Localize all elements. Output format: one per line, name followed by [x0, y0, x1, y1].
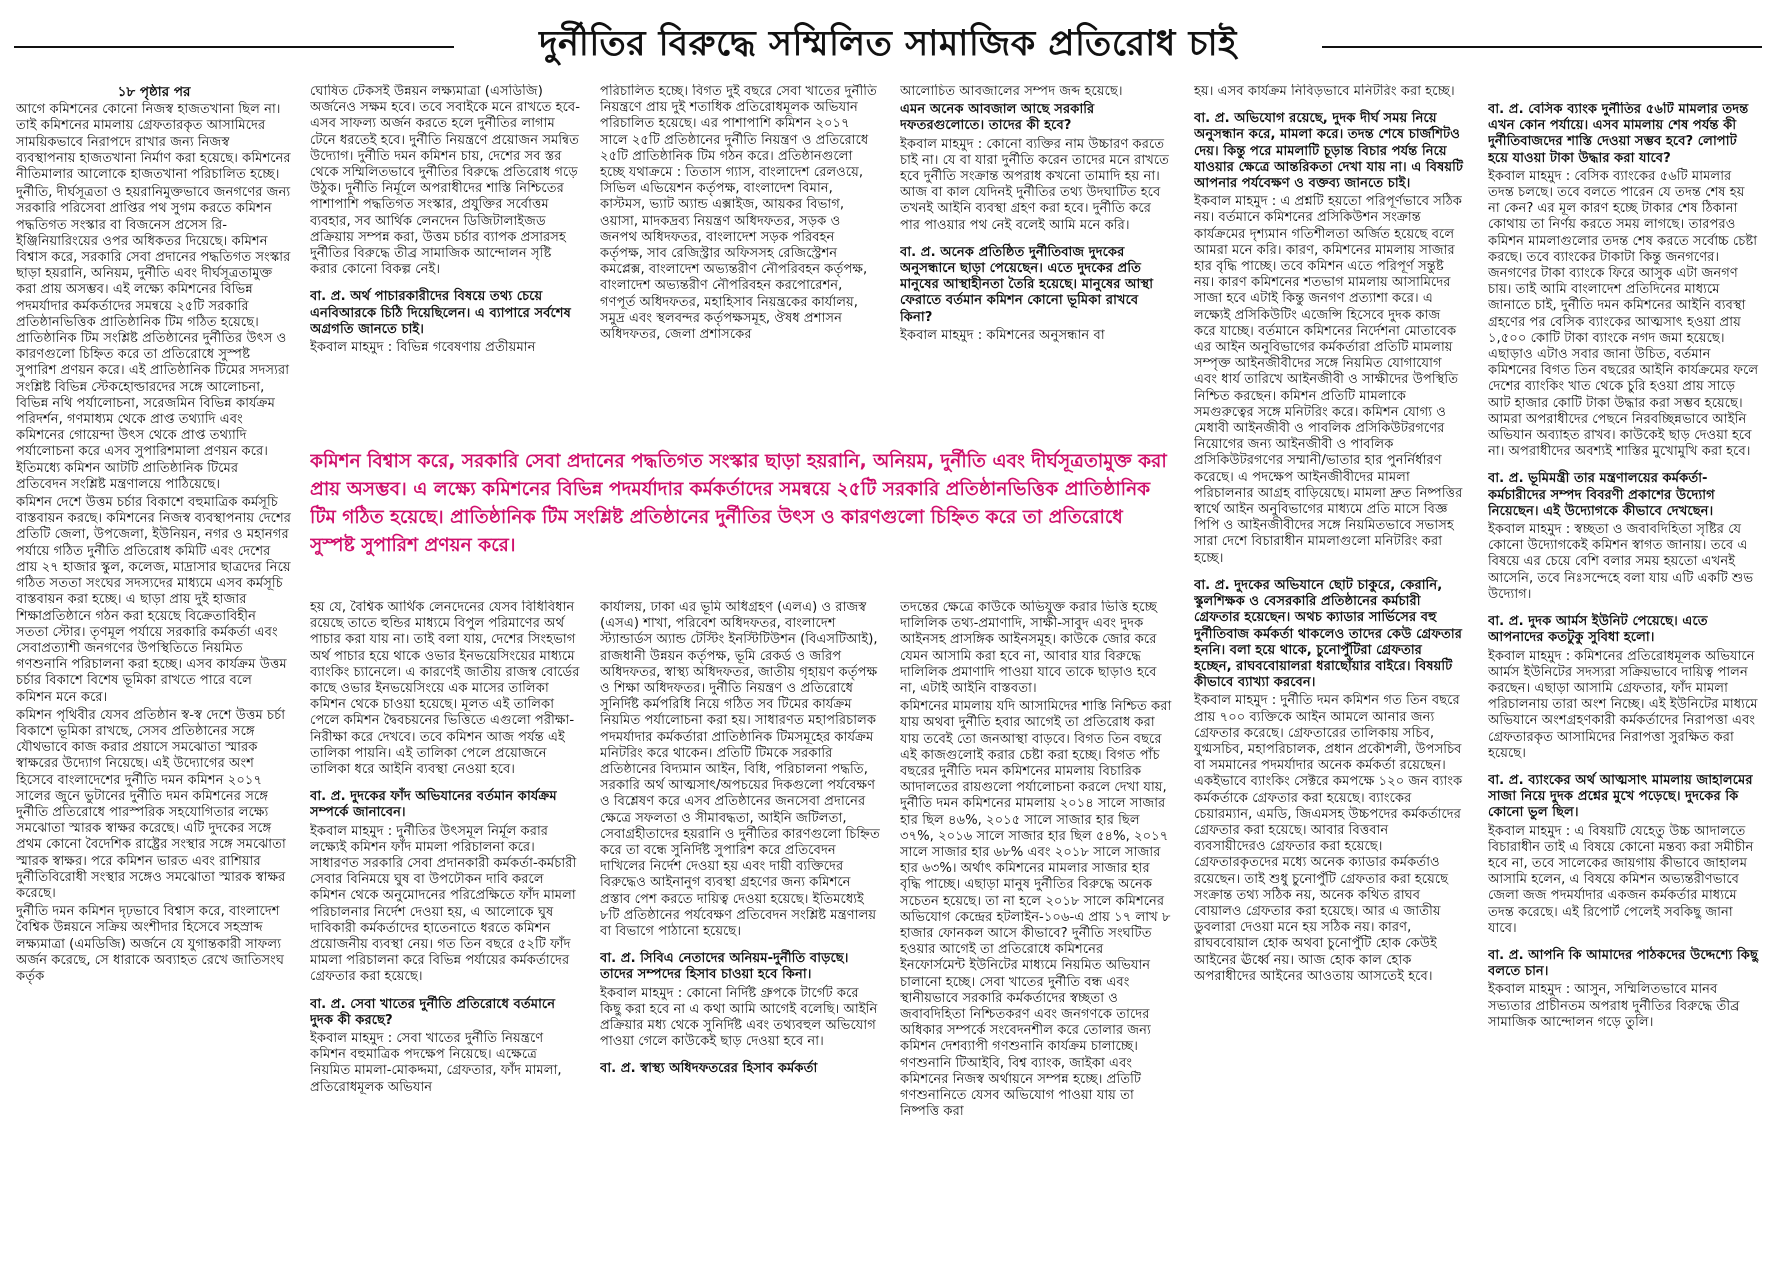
interview-question: বা. প্র. স্বাস্থ্য অধিদফতরের হিসাব কর্মকর্তা — [600, 1061, 818, 1077]
paragraph: তদন্তের ক্ষেত্রে কাউকে অভিযুক্ত করার ভিত্তি হচ্ছে দালিলিক তথ্য-প্রমাণাদি, সাক্ষী-সাবুদ এবং দুদক আইনসহ প্রাসঙ্গিক আইনসমূহ। কাউকে জোর করে যেমন আসামি করা হবে না, আবার যার বিরুদ্ধে দালিলিক প্রমাণাদি পাওয়া যাবে তাকে ছাড়াও হবে না, এটাই আইনি বাস্তবতা। — [900, 600, 1157, 697]
paragraph: ইকবাল মাহমুদ : কোনো নির্দিষ্ট গ্রুপকে টার্গেট করে কিছু করা হবে না এ কথা আমি আগেই বলেছি। আইনি প্রক্রিয়ার মধ্য থেকে সুনির্দিষ্ট এবং তথ্যবহুল অভিযোগ পাওয়া গেলে কাউকেই ছাড় দেওয়া হবে না। — [600, 985, 878, 1050]
interview-question: বা. প্র. আপনি কি আমাদের পাঠকদের উদ্দেশ্যে কিছু বলতে চান। — [1488, 947, 1758, 980]
headline-rule-left — [14, 46, 454, 48]
interview-question: বা. প্র. সিবিএ নেতাদের অনিয়ম-দুর্নীতি বাড়ছে। তাদের সম্পদের হিসাব চাওয়া হবে কিনা। — [600, 951, 849, 983]
interview-question: বা. প্র. অর্থ পাচারকারীদের বিষয়ে তথ্য চেয়ে এনবিআরকে চিঠি দিয়েছিলেন। এ ব্যাপারে সর্বশেষ অগ্রগতি জানতে চাই। — [310, 289, 571, 337]
paragraph: কমিশন পৃথিবীর যেসব প্রতিষ্ঠান স্ব-স্ব দেশে উত্তম চর্চা বিকাশে ভূমিকা রাখছে, সেসব প্রতিষ্ঠানের সঙ্গে যৌথভাবে কাজ করার প্রয়াসে সমঝোতা স্মারক স্বাক্ষরের উদ্যোগ নিয়েছে। এই উদ্যোগের অংশ হিসেবে বাংলাদেশের দুর্নীতি দমন কমিশন ২০১৭ সালের জুনে ভুটানের দুর্নীতি দমন কমিশনের সঙ্গে দুর্নীতি প্রতিরোধে পারস্পরিক সহযোগিতার লক্ষ্যে সমঝোতা স্মারক স্বাক্ষর করেছে। এটি দুদকের সঙ্গে প্রথম কোনো বৈদেশিক রাষ্ট্রের সংস্থার সঙ্গে সমঝোতা স্মারক স্বাক্ষর। পরে কমিশন ভারত এবং রাশিয়ার দুর্নীতিবিরোধী সংস্থার সঙ্গেও সমঝোতা স্মারক স্বাক্ষর করেছে। — [16, 707, 286, 901]
paragraph: ইকবাল মাহমুদ : বেসিক ব্যাংকের ৫৬টি মামলার তদন্ত চলছে। তবে বলতে পারেন যে তদন্ত শেষ হয় না কেন? এর মূল কারণ হচ্ছে টাকার শেষ ঠিকানা কোথায় তা নির্ণয় করতে সময় লাগছে। তারপরও কমিশন মামলাগুলোর তদন্ত শেষ করতে সর্বোচ্চ চেষ্টা করছে। তবে ব্যাংকের টাকাটা কিন্তু জনগণের। জনগণের টাকা ব্যাংকে ফিরে আসুক এটা জনগণ চায়। তাই আমি বাংলাদেশ প্রতিদিনের মাধ্যমে জানাতে চাই, দুর্নীতি দমন কমিশনের আইনি ব্যবস্থা গ্রহণের পর বেসিক ব্যাংকের আত্মসাৎ হওয়া প্রায় ১,৫০০ কোটি টাকা ব্যাংকে নগদ জমা হয়েছে। এছাড়াও এটাও সবার জানা উচিত, বর্তমান কমিশনের বিগত তিন বছরের আইনি কার্যক্রমের ফলে দেশের ব্যাংকিং খাত থেকে চুরি হওয়া প্রায় সাড়ে আট হাজার কোটি টাকা উদ্ধার করা সম্ভব হয়েছে। আমরা অপরাধীদের পেছনে নিরবচ্ছিন্নভাবে আইনি অভিযান অব্যাহত রাখব। কাউকেই ছাড় দেওয়া হবে না। অপরাধীদের অবশ্যই শাস্তির মুখোমুখি করা হবে। — [1488, 168, 1759, 460]
headline-rule-right — [1322, 46, 1762, 48]
paragraph: পরিচালিত হচ্ছে। বিগত দুই বছরে সেবা খাতের দুর্নীতি নিয়ন্ত্রণে প্রায় দুই শতাধিক প্রতিরোধমূলক অভিযান পরিচালিত হয়েছে। এর পাশাপাশি কমিশন ২০১৭ সালে ২৫টি প্রতিষ্ঠানের দুর্নীতি নিয়ন্ত্রণ ও প্রতিরোধে ২৫টি প্রাতিষ্ঠানিক টিম গঠন করে। প্রতিষ্ঠানগুলো হচ্ছে যথাক্রমে : তিতাস গ্যাস, বাংলাদেশ রেলওয়ে, সিভিল এভিয়েশন কর্তৃপক্ষ, বাংলাদেশ বিমান, কাস্টমস, ভ্যাট অ্যান্ড এক্সাইজ, আয়কর বিভাগ, ওয়াসা, মাদকদ্রব্য নিয়ন্ত্রণ অধিদফতর, সড়ক ও জনপথ অধিদফতর, বাংলাদেশ সড়ক পরিবহন কর্তৃপক্ষ, সাব রেজিস্ট্রার অফিসসহ রেজিস্ট্রেশন কমপ্লেক্স, বাংলাদেশ অভ্যন্তরীণ নৌপরিবহন কর্তৃপক্ষ, বাংলাদেশ অভ্যন্তরীণ নৌপরিবহন করপোরেশন, গণপূর্ত অধিদফতর, মহাহিসাব নিয়ন্ত্রকের কার্যালয়, সমুদ্র এবং স্থলবন্দর কর্তৃপক্ষসমূহ, ঔষধ প্রশাসন অধিদফতর, জেলা প্রশাসকের — [600, 84, 877, 343]
paragraph: ইকবাল মাহমুদ : এ প্রশ্নটি হয়তো পরিপূর্ণভাবে সঠিক নয়। বর্তমানে কমিশনের প্রসিকিউশন সংক্রান্ত কার্যক্রমের দৃশ্যমান গতিশীলতা অর্জিত হয়েছে বলে আমরা মনে করি। কারণ, কমিশনের মামলায় সাজার হার বৃদ্ধি পাচ্ছে। তবে কমিশন এতে পরিপূর্ণ সন্তুষ্ট নয়। কারণ কমিশনের শতভাগ মামলায় আসামিদের সাজা হবে এটাই কিন্তু জনগণ প্রত্যাশা করে। এ লক্ষ্যেই প্রসিকিউটিং এজেন্সি হিসেবে দুদক কাজ করে যাচ্ছে। বর্তমানে কমিশনের নির্দেশনা মোতাবেক এর আইন অনুবিভাগের কর্মকর্তারা প্রতিটি মামলায় সম্পৃক্ত আইনজীবীদের সঙ্গে নিয়মিত যোগাযোগ এবং ধার্য তারিখে আইনজীবী ও সাক্ষীদের উপস্থিতি নিশ্চিত করছেন। কমিশন প্রতিটি মামলাকে সমগুরুত্বের সঙ্গে মনিটরিং করে। কমিশন যোগ্য ও মেধাবী আইনজীবী ও পাবলিক প্রসিকিউটরগণের নিয়োগের জন্য আইনজীবী ও পাবলিক প্রসিকিউটরগণের সম্মানী/ভাতার হার পুনর্নির্ধারণ করেছে। এ পদক্ষেপ আইনজীবীদের মামলা পরিচালনার আগ্রহ বাড়িয়েছে। মামলা দ্রুত নিষ্পত্তির স্বার্থে আইন অনুবিভাগের মাধ্যমে প্রতি মাসে বিজ্ঞ পিপি ও আইনজীবীদের সঙ্গে নিয়মিতভাবে সভাসহ সারা দেশে বিচারাধীন মামলাগুলো মনিটরিং করা হচ্ছে। — [1194, 194, 1463, 566]
paragraph: দুর্নীতি দমন কমিশন দৃঢ়ভাবে বিশ্বাস করে, বাংলাদেশ বৈশ্বিক উন্নয়নে সক্রিয় অংশীদার হিসেবে সহস্রাব্দ লক্ষ্যমাত্রা (এমডিজি) অর্জনে যে যুগান্তকারী সাফল্য অর্জন করেছে, সে ধারাকে অব্যাহত রেখে জাতিসংঘ কর্তৃক — [16, 904, 285, 984]
interview-question: বা. প্র. দুদকের অভিযানে ছোট চাকুরে, কেরানি, স্কুলশিক্ষক ও বেসরকারি প্রতিষ্ঠানের কর্মচারী গ্রেফতার হয়েছেন। অথচ ক্যাডার সার্ভিসের বহু দুর্নীতিবাজ কর্মকর্তা থাকলেও তাদের কেউ গ্রেফতার হননি। বলা হয়ে থাকে, চুনোপুঁটিরা গ্রেফতার হচ্ছেন, রাঘববোয়ালরা ধরাছোঁয়ার বাইরে। বিষয়টি কীভাবে ব্যাখ্যা করবেন। — [1194, 577, 1462, 691]
interview-question: বা. প্র. ভূমিমন্ত্রী তার মন্ত্রণালয়ের কর্মকর্তা-কর্মচারীদের সম্পদ বিবরণী প্রকাশের উদ্যোগ নিয়েছেন। এই উদ্যোগকে কীভাবে দেখছেন। — [1488, 471, 1715, 519]
pull-quote: কমিশন বিশ্বাস করে, সরকারি সেবা প্রদানের পদ্ধতিগত সংস্কার ছাড়া হয়রানি, অনিয়ম, দুর্নীতি এবং দীর্ঘসূত্রতামুক্ত করা প্রায় অসম্ভব। এ লক্ষ্যে কমিশনের বিভিন্ন পদমর্যাদার কর্মকর্তাদের সমন্বয়ে ২৫টি সরকারি প্রতিষ্ঠানভিত্তিক প্রাতিষ্ঠানিক টিম গঠিত হয়েছে। প্রাতিষ্ঠানিক টিম সংশ্লিষ্ট প্রতিষ্ঠানের দুর্নীতির উৎস ও কারণগুলো চিহ্নিত করে তা প্রতিরোধে সুস্পষ্ট সুপারিশ প্রণয়ন করে। — [310, 451, 1167, 556]
interview-question: বা. প্র. দুদক আর্মস ইউনিট পেয়েছে। এতে আপনাদের কতটুকু সুবিধা হলো। — [1488, 614, 1708, 646]
paragraph: হয়। এসব কার্যক্রম নিবিড়ভাবে মনিটরিং করা হচ্ছে। — [1194, 84, 1455, 99]
paragraph: ইকবাল মাহমুদ : কমিশনের প্রতিরোধমূলক অভিযানে আর্মস ইউনিটের সদস্যরা সক্রিয়ভাবে দায়িত্ব পালন করছেন। এছাড়া আসামি গ্রেফতার, ফাঁদ মামলা পরিচালনায় তারা অংশ নিচ্ছে। এই ইউনিটের মাধ্যমে অভিযানে অংশগ্রহণকারী কর্মকর্তাদের নিরাপত্তা এবং গ্রেফতারকৃত আসামিদের নিরাপত্তা সুরক্ষিত করা হয়েছে। — [1488, 648, 1758, 761]
paragraph: ইকবাল মাহমুদ : দুর্নীতির উৎসমূল নির্মূল করার লক্ষ্যেই কমিশন ফাঁদ মামলা পরিচালনা করে। সাধারণত সরকারি সেবা প্রদানকারী কর্মকর্তা-কর্মচারী সেবার বিনিময়ে ঘুষ বা উপঢৌকন দাবি করলে কমিশন থেকে অনুমোদনের পরিপ্রেক্ষিতে ফাঁদ মামলা পরিচালনার নির্দেশ দেওয়া হয়, এ আলোকে ঘুষ দাবিকারী কর্মকর্তাদের হাতেনাতে ধরতে কমিশন প্রয়োজনীয় ব্যবস্থা নেয়। গত তিন বছরে ৫২টি ফাঁদ মামলা পরিচালনা করে বিভিন্ন পর্যায়ের কর্মকর্তাদের গ্রেফতার করা হয়েছে। — [310, 823, 577, 985]
interview-question: বা. প্র. ব্যাংকের অর্থ আত্মসাৎ মামলায় জাহালমের সাজা নিয়ে দুদক প্রশ্নের মুখে পড়েছে। দুদকের কি কোনো ভুল ছিল। — [1488, 772, 1753, 821]
interview-question: বা. প্র. বেসিক ব্যাংক দুর্নীতির ৫৬টি মামলার তদন্ত এখন কোন পর্যায়ে। এসব মামলায় শেষ পর্যন্ত কী দুর্নীতিবাজদের শাস্তি দেওয়া সম্ভব হবে? লোপাট হয়ে যাওয়া টাকা উদ্ধার করা যাবে? — [1488, 102, 1749, 166]
column-3-bottom — [600, 600, 880, 1264]
column-2-bottom — [310, 600, 580, 1264]
column-3-top — [600, 84, 880, 434]
interview-question: বা. প্র. সেবা খাতের দুর্নীতি প্রতিরোধে বর্তমানে দুদক কী করছে? — [310, 996, 556, 1028]
interview-question: এমন অনেক আবজাল আছে সরকারি দফতরগুলোতে। তাদের কী হবে? — [900, 102, 1095, 134]
paragraph: কমিশনের মামলায় যদি আসামিদের শাস্তি নিশ্চিত করা যায় অথবা দুর্নীতি হবার আগেই তা প্রতিরোধ করা যায় তবেই তো জনআস্থা বাড়বে। বিগত তিন বছরে এই কাজগুলোই করার চেষ্টা করা হচ্ছে। বিগত পাঁচ বছরের দুর্নীতি দমন কমিশনের মামলায় বিচারিক আদালতের রায়গুলো পর্যালোচনা করলে দেখা যায়, দুর্নীতি দমন কমিশনের মামলায় ২০১৪ সালে সাজার হার ছিল ৪৬%, ২০১৫ সালে সাজার হার ছিল ৩৭%, ২০১৬ সালে সাজার হার ছিল ৫৪%, ২০১৭ সালে সাজার হার ৬৮% এবং ২০১৮ সালে সাজার হার ৬৩%। অর্থাৎ কমিশনের মামলার সাজার হার বৃদ্ধি পাচ্ছে। এছাড়া মানুষ দুর্নীতির বিরুদ্ধে অনেক সচেতন হয়েছে। তা না হলে ২০১৮ সালে কমিশনের অভিযোগ কেন্দ্রের হটলাইন-১০৬-এ প্রায় ১৭ লাখ ৮ হাজার ফোনকল আসে কীভাবে? দুর্নীতি সংঘটিত হওয়ার আগেই তা প্রতিরোধে কমিশনের ইনফোর্সমেন্ট ইউনিটের মাধ্যমে নিয়মিত অভিযান চালানো হচ্ছে। সেবা খাতের দুর্নীতি বন্ধ এবং স্থানীয়ভাবে সরকারি কর্মকর্তাদের স্বচ্ছতা ও জবাবদিহিতা নিশ্চিতকরণ এবং জনগণকে তাদের অধিকার সম্পর্কে সংবেদনশীল করে তোলার জন্য কমিশন দেশব্যাপী গণশুনানি কার্যক্রম চালাচ্ছে। গণশুনানি টিআইবি, বিশ্ব ব্যাংক, জাইকা এবং কমিশনের নিজস্ব অর্থায়নে সম্পন্ন হচ্ছে। প্রতিটি গণশুনানিতে যেসব অভিযোগ পাওয়া যায় তা নিষ্পত্তি করা — [900, 699, 1172, 1120]
paragraph: কমিশন দেশে উত্তম চর্চার বিকাশে বহুমাত্রিক কর্মসূচি বাস্তবায়ন করছে। কমিশনের নিজস্ব ব্যবস্থাপনায় দেশের প্রতিটি জেলা, উপজেলা, ইউনিয়ন, নগর ও মহানগর পর্যায়ে গঠিত দুর্নীতি প্রতিরোধ কমিটি এবং দেশের প্রায় ২৭ হাজার স্কুল, কলেজ, মাদ্রাসার ছাত্রদের নিয়ে গঠিত সততা সংঘের সদস্যদের মাধ্যমে এসব কর্মসূচি বাস্তবায়ন করা হচ্ছে। এ ছাড়া প্রায় দুই হাজার শিক্ষাপ্রতিষ্ঠানে গঠন করা হয়েছে বিক্রেতাবিহীন সততা স্টোর। তৃণমূল পর্যায়ে সরকারি কর্মকর্তা এবং সেবাপ্রত্যাশী জনগণের উপস্থিতিতে নিয়মিত গণশুনানি পরিচালনা করা হচ্ছে। এসব কার্যক্রম উত্তম চর্চার বিকাশে বিশেষ ভূমিকা রাখতে পারে বলে কমিশন মনে করে। — [16, 495, 292, 705]
paragraph: ইকবাল মাহমুদ : আসুন, সম্মিলিতভাবে মানব সভ্যতার প্রাচীনতম অপরাধ দুর্নীতির বিরুদ্ধে তীব্র সামাজিক আন্দোলন গড়ে তুলি। — [1488, 982, 1740, 1030]
interview-question: বা. প্র. অভিযোগ রয়েছে, দুদক দীর্ঘ সময় নিয়ে অনুসন্ধান করে, মামলা করে। তদন্ত শেষে চার্জশিটও দেয়। কিন্তু পরে মামলাটি চূড়ান্ত বিচার পর্যন্ত নিয়ে যাওয়ার ক্ষেত্রে আন্তরিকতা দেখা যায় না। এ বিষয়টি আপনার পর্যবেক্ষণ ও বক্তব্য জানতে চাই। — [1194, 111, 1464, 192]
interview-question: বা. প্র. অনেক প্রতিষ্ঠিত দুর্নীতিবাজ দুদকের অনুসন্ধানে ছাড়া পেয়েছেন। এতে দুদকের প্রতি মানুষের আস্থাহীনতা তৈরি হয়েছে। মানুষের আস্থা ফেরাতে বর্তমান কমিশন কোনো ভূমিকা রাখবে কিনা? — [900, 244, 1154, 325]
column-2-top — [310, 84, 580, 434]
paragraph: আলোচিত আবজালের সম্পদ জব্দ হয়েছে। — [900, 84, 1123, 99]
continuation-note: ১৮ পৃষ্ঠার পর — [117, 84, 191, 100]
paragraph: ইকবাল মাহমুদ : বিভিন্ন গবেষণায় প্রতীয়মান — [310, 340, 536, 356]
column-1 — [16, 84, 292, 1264]
paragraph: দুর্নীতি, দীর্ঘসূত্রতা ও হয়রানিমুক্তভাবে জনগণের জন্য সরকারি পরিসেবা প্রাপ্তির পথ সুগম করতে কমিশন পদ্ধতিগত সংস্কার বা বিজনেস প্রসেস রি-ইঞ্জিনিয়ারিংয়ের ওপর অধিকতর দিয়েছে। কমিশন বিশ্বাস করে, সরকারি সেবা প্রদানের পদ্ধতিগত সংস্কার ছাড়া হয়রানি, অনিয়ম, দুর্নীতি এবং দীর্ঘসূত্রতামুক্ত করা প্রায় অসম্ভব। এই লক্ষ্যে কমিশনের বিভিন্ন পদমর্যাদার কর্মকর্তাদের সমন্বয়ে ২৫টি সরকারি প্রতিষ্ঠানভিত্তিক প্রাতিষ্ঠানিক টিম গঠিত হয়েছে। প্রাতিষ্ঠানিক টিম সংশ্লিষ্ট প্রতিষ্ঠানের দুর্নীতির উৎস ও কারণগুলো চিহ্নিত করে তা প্রতিরোধে সুস্পষ্ট সুপারিশ প্রণয়ন করে। এই প্রাতিষ্ঠানিক টিমের সদস্যরা সংশ্লিষ্ট বিভিন্ন স্টেকহোল্ডারদের সঙ্গে আলোচনা, বিভিন্ন নথি পর্যালোচনা, সরেজমিন বিভিন্ন কার্যক্রম পরিদর্শন, গণমাধ্যম থেকে প্রাপ্ত তথ্যাদি এবং কমিশনের গোয়েন্দা উৎস থেকে প্রাপ্ত তথ্যাদি পর্যালোচনা করে এসব সুপারিশমালা প্রণয়ন করে। ইতিমধ্যে কমিশন আটটি প্রাতিষ্ঠানিক টিমের প্রতিবেদন সংশ্লিষ্ট মন্ত্রণালয়ে পাঠিয়েছে। — [16, 185, 291, 492]
column-5 — [1194, 84, 1464, 1264]
paragraph: ইকবাল মাহমুদ : কমিশনের অনুসন্ধান বা — [900, 327, 1105, 343]
column-6 — [1488, 102, 1760, 1264]
paragraph: হয় যে, বৈশ্বিক আর্থিক লেনদেনের যেসব বিধিবিধান রয়েছে তাতে হুন্ডির মাধ্যমে বিপুল পরিমাণের অর্থ পাচার করা যায় না। তাই বলা যায়, দেশের সিংহভাগ অর্থ পাচার হয়ে থাকে ওভার ইনভয়েসিংয়ের মাধ্যমে ব্যাংকিং চ্যানেলে। এ কারণেই জাতীয় রাজস্ব বোর্ডের কাছে ওভার ইনভয়েসিংয়ে এক মাসের তালিকা কমিশন থেকে চাওয়া হয়েছে। মূলত এই তালিকা পেলে কমিশন দ্বৈবচয়নের ভিত্তিতে এগুলো পরীক্ষা-নিরীক্ষা করে দেখবে। তবে কমিশন আজ পর্যন্ত এই তালিকা পায়নি। এই তালিকা পেলে প্রয়োজনে তালিকা ধরে আইনি ব্যবস্থা নেওয়া হবে। — [310, 600, 580, 778]
paragraph: আগে কমিশনের কোনো নিজস্ব হাজতখানা ছিল না। তাই কমিশনের মামলায় গ্রেফতারকৃত আসামিদের সাময়িকভাবে নিরাপদে রাখার জন্য নিজস্ব ব্যবস্থাপনায় হাজতখানা নির্মাণ করা হয়েছে। কমিশনের নীতিমালার আলোকে হাজতখানা পরিচালিত হচ্ছে। — [16, 102, 291, 183]
paragraph: ইকবাল মাহমুদ : স্বচ্ছতা ও জবাবদিহিতা সৃষ্টির যে কোনো উদ্যোগকেই কমিশন স্বাগত জানায়। তবে এ বিষয়ে এর চেয়ে বেশি বলার সময় হয়তো এখনই আসেনি, তবে নিঃসন্দেহে বলা যায় এটি একটি শুভ উদ্যোগ। — [1488, 522, 1754, 602]
paragraph: ইকবাল মাহমুদ : এ বিষয়টি যেহেতু উচ্চ আদালতে বিচারাধীন তাই এ বিষয়ে কোনো মন্তব্য করা সমীচীন হবে না, তবে সালেকের জায়গায় কীভাবে জাহালম আসামি হলেন, এ বিষয়ে কমিশন অভ্যন্তরীণভাবে জেলা জজ পদমর্যাদার একজন কর্মকর্তার মাধ্যমে তদন্ত করেছে। এই রিপোর্ট পেলেই সবকিছু জানা যাবে। — [1488, 823, 1754, 936]
paragraph: কার্যালয়, ঢাকা এর ভূমি অধিগ্রহণ (এলএ) ও রাজস্ব (এসএ) শাখা, পরিবেশ অধিদফতর, বাংলাদেশ স্ট্যান্ডার্ডস অ্যান্ড টেস্টিং ইনস্টিটিউশন (বিএসটিআই), রাজধানী উন্নয়ন কর্তৃপক্ষ, ভূমি রেকর্ড ও জরিপ অধিদফতর, স্বাস্থ্য অধিদফতর, জাতীয় গৃহায়ণ কর্তৃপক্ষ ও শিক্ষা অধিদফতর। দুর্নীতি নিয়ন্ত্রণ ও প্রতিরোধে সুনির্দিষ্ট কর্মপরিধি নিয়ে গঠিত সব টিমের কার্যক্রম নিয়মিত পর্যালোচনা করা হয়। সাধারণত মহাপরিচালক পদমর্যাদার কর্মকর্তারা প্রাতিষ্ঠানিক টিমসমূহের কার্যক্রম মনিটরিং করে থাকেন। প্রতিটি টিমকে সরকারি প্রতিষ্ঠানের বিদ্যমান আইন, বিধি, পরিচালনা পদ্ধতি, সরকারি অর্থ আত্মসাৎ/অপচয়ের দিকগুলো পর্যবেক্ষণ ও বিশ্লেষণ করে এসব প্রতিষ্ঠানের জনসেবা প্রদানের ক্ষেত্রে সফলতা ও সীমাবদ্ধতা, আইনি জটিলতা, সেবাগ্রহীতাদের হয়রানি ও দুর্নীতির কারণগুলো চিহ্নিত করে তা বন্ধে সুনির্দিষ্ট সুপারিশ করে প্রতিবেদন দাখিলের নির্দেশ দেওয়া হয় এবং দায়ী ব্যক্তিদের বিরুদ্ধেও আইনানুগ ব্যবস্থা গ্রহণের জন্য কমিশনে প্রস্তাব পেশ করতে দায়িত্ব দেওয়া হয়েছে। ইতিমধ্যেই ৮টি প্রতিষ্ঠানের পর্যবেক্ষণ প্রতিবেদন সংশ্লিষ্ট মন্ত্রণালয় বা বিভাগে পাঠানো হয়েছে। — [600, 600, 880, 940]
headline-bar — [0, 12, 1776, 74]
column-4-top — [900, 84, 1172, 434]
column-4-bottom — [900, 600, 1172, 1264]
paragraph: ঘোষিত টেকসই উন্নয়ন লক্ষ্যমাত্রা (এসডিজি) অর্জনেও সক্ষম হবে। তবে সবাইকে মনে রাখতে হবে-এসব সাফল্য অর্জন করতে হলে দুর্নীতির লাগাম টেনে ধরতেই হবে। দুর্নীতি নিয়ন্ত্রণে প্রয়োজন সমন্বিত উদ্যোগ। দুর্নীতি দমন কমিশন চায়, দেশের সব স্তর থেকে সম্মিলিতভাবে দুর্নীতির বিরুদ্ধে প্রতিরোধ গড়ে উঠুক। দুর্নীতি নির্মূলে অপরাধীদের শাস্তি নিশ্চিতের পাশাপাশি পদ্ধতিগত সংস্কার, প্রযুক্তির সর্বোত্তম ব্যবহার, সব আর্থিক লেনদেন ডিজিটালাইজড প্রক্রিয়ায় সম্পন্ন করা, উত্তম চর্চার ব্যাপক প্রসারসহ দুর্নীতির বিরুদ্ধে তীব্র সামাজিক আন্দোলন সৃষ্টি করার কোনো বিকল্প নেই। — [310, 84, 580, 278]
paragraph: ইকবাল মাহমুদ : কোনো ব্যক্তির নাম উচ্চারণ করতে চাই না। যে বা যারা দুর্নীতি করেন তাদের মনে রাখতে হবে দুর্নীতি সংক্রান্ত অপরাধ কখনো তামাদি হয় না। আজ বা কাল যেদিনই দুর্নীতির তথ্য উদঘাটিত হবে তখনই আইনি ব্যবস্থা গ্রহণ করা হবে। দুর্নীতি করে পার পাওয়ার পথ নেই বলেই আমি মনে করি। — [900, 136, 1170, 233]
headline: দুর্নীতির বিরুদ্ধে সম্মিলিত সামাজিক প্রতিরোধ চাই — [539, 24, 1237, 64]
interview-question: বা. প্র. দুদকের ফাঁদ অভিযানের বর্তমান কার্যক্রম সম্পর্কে জানাবেন। — [310, 789, 557, 821]
paragraph: ইকবাল মাহমুদ : সেবা খাতের দুর্নীতি নিয়ন্ত্রণে কমিশন বহুমাত্রিক পদক্ষেপ নিয়েছে। এক্ষেত্রে নিয়মিত মামলা-মোকদ্দমা, গ্রেফতার, ফাঁদ মামলা, প্রতিরোধমূলক অভিযান — [310, 1031, 562, 1095]
paragraph: ইকবাল মাহমুদ : দুর্নীতি দমন কমিশন গত তিন বছরে প্রায় ৭০০ ব্যক্তিকে আইন আমলে আনার জন্য গ্রেফতার করেছে। গ্রেফতারের তালিকায় সচিব, যুগ্মসচিব, মহাপরিচালক, প্রধান প্রকৌশলী, উপসচিব বা সমমানের পদমর্যাদার অনেক কর্মকর্তা রয়েছেন। একইভাবে ব্যাংকিং সেক্টরে কমপক্ষে ১২০ জন ব্যাংক কর্মকর্তাকে গ্রেফতার করা হয়েছে। ব্যাংকের চেয়ারম্যান, এমডি, জিএমসহ উচ্চপদের কর্মকর্তাদের গ্রেফতার করা হয়েছে। আবার বিত্তবান ব্যবসায়ীদেরও গ্রেফতার করা হয়েছে। গ্রেফতারকৃতদের মধ্যে অনেক ক্যাডার কর্মকর্তাও রয়েছেন। তাই শুধু চুনোপুঁটি গ্রেফতার করা হয়েছে সংক্রান্ত তথ্য সঠিক নয়, অনেক কথিত রাঘব বোয়ালও গ্রেফতার করা হয়েছে। আর এ জাতীয় ডুবলারা দেওয়া মনে হয় সঠিক নয়। কারণ, রাঘববোয়াল হোক অথবা চুনোপুঁটি হোক কেউই আইনের ঊর্ধ্বে নয়। আজ হোক কাল হোক অপরাধীদের আইনের আওতায় আসতেই হবে। — [1194, 693, 1463, 984]
